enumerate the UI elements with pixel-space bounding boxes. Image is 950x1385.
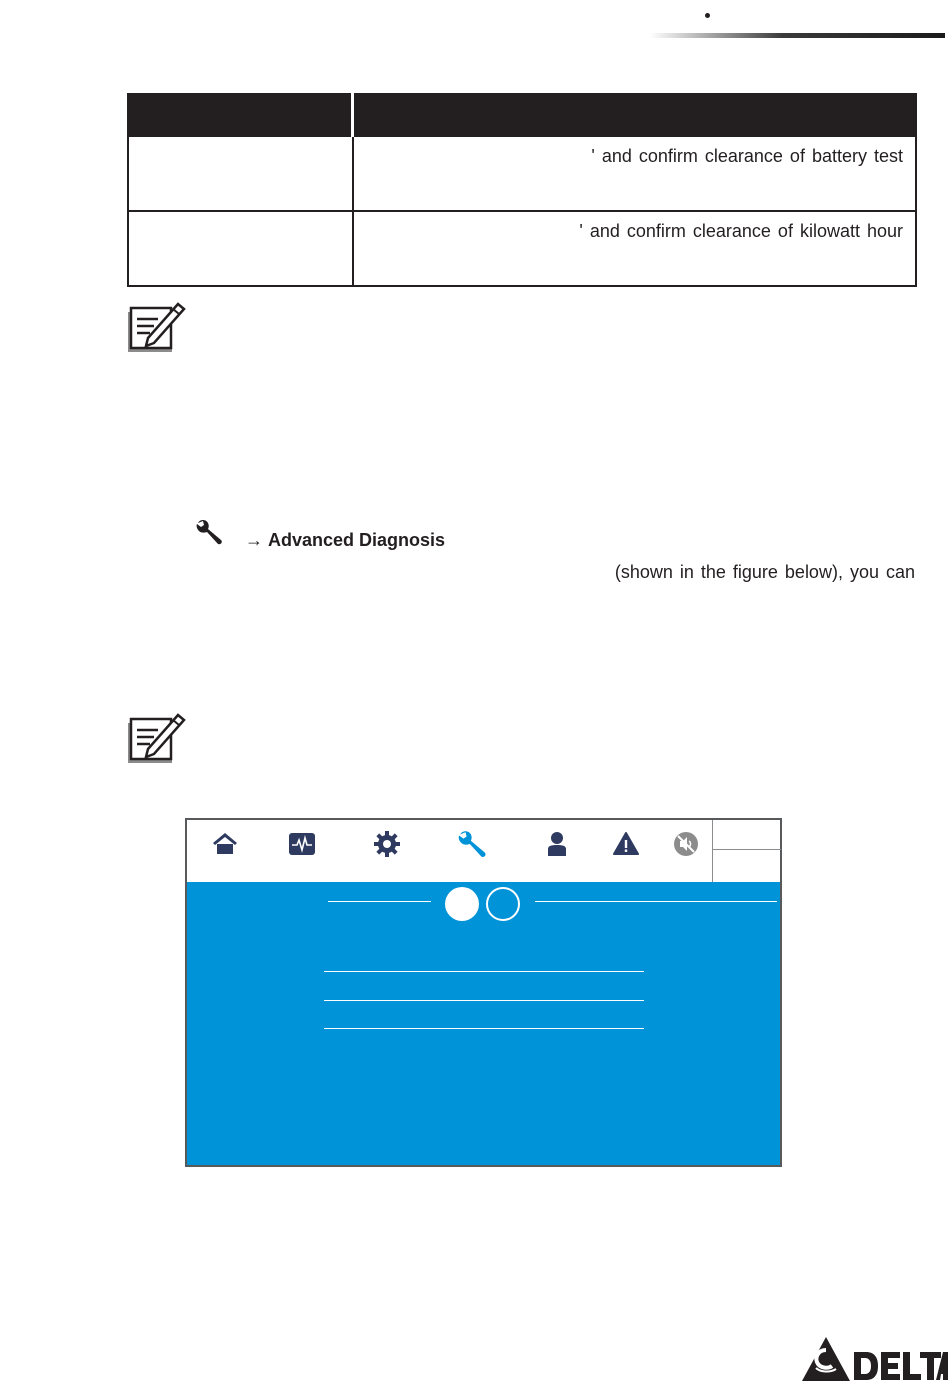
title-rule-right bbox=[535, 901, 777, 902]
table-header-description bbox=[353, 93, 917, 136]
wrench-icon[interactable] bbox=[457, 828, 489, 860]
list-divider bbox=[324, 1028, 644, 1029]
status-panel-divider bbox=[713, 849, 781, 850]
table-cell-description: ' and confirm clearance of battery test bbox=[353, 136, 917, 211]
header-rule bbox=[650, 33, 945, 38]
list-divider bbox=[324, 971, 644, 972]
table-header-row bbox=[128, 93, 916, 136]
clear-records-table bbox=[127, 93, 917, 287]
header-bullet bbox=[705, 13, 710, 18]
note-pencil-icon bbox=[126, 711, 188, 767]
advanced-diagnosis-screen bbox=[187, 882, 780, 1165]
page-indicator-2[interactable] bbox=[486, 887, 520, 921]
table-row bbox=[128, 211, 916, 286]
user-icon[interactable] bbox=[543, 830, 571, 858]
gear-icon[interactable] bbox=[373, 830, 401, 858]
note-pencil-icon bbox=[126, 300, 188, 356]
toolbar-status-panel bbox=[712, 820, 780, 882]
screen-toolbar bbox=[187, 820, 780, 882]
mute-icon[interactable] bbox=[672, 830, 700, 858]
delta-logo bbox=[800, 1336, 948, 1382]
list-divider bbox=[324, 1000, 644, 1001]
title-rule-left bbox=[328, 901, 431, 902]
warning-icon[interactable] bbox=[612, 830, 640, 858]
table-cell-item bbox=[128, 136, 353, 211]
instruction-path bbox=[245, 530, 445, 551]
home-icon[interactable] bbox=[211, 830, 239, 858]
table-row bbox=[128, 136, 916, 211]
instruction-figure-text: (shown in the figure below), you can bbox=[614, 562, 915, 582]
table-cell-item bbox=[128, 211, 353, 286]
page-indicator-1[interactable] bbox=[445, 887, 479, 921]
table-cell-description: ' and confirm clearance of kilowatt hour bbox=[353, 211, 917, 286]
table-header-item bbox=[128, 93, 353, 136]
pulse-icon[interactable] bbox=[288, 830, 316, 858]
wrench-icon bbox=[195, 517, 225, 547]
advanced-diagnosis-label: Advanced Diagnosis bbox=[268, 530, 446, 550]
arrow-glyph: → bbox=[245, 530, 263, 550]
ups-screen-figure bbox=[185, 818, 782, 1167]
